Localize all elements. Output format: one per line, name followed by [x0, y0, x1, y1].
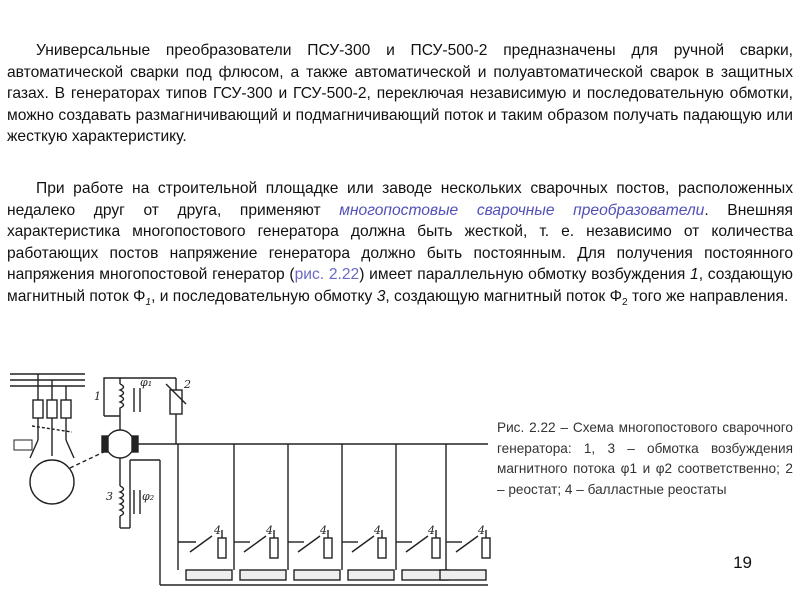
weld-workpiece: [440, 570, 486, 580]
series-winding-3: [120, 486, 124, 516]
winding-3-label: 3: [106, 490, 113, 503]
welding-post: [288, 444, 340, 580]
weld-workpiece: [186, 570, 232, 580]
fuse: [61, 400, 71, 418]
weld-workpiece: [348, 570, 394, 580]
figure-reference-link[interactable]: рис. 2.22: [294, 266, 360, 283]
field-winding-1: [120, 384, 124, 416]
paragraph-2-text-f: , создающую магнитный поток Φ: [385, 287, 623, 305]
flux-subscript-2: 2: [622, 296, 628, 308]
ballast-4-label: 4: [320, 524, 327, 537]
welding-post: [178, 444, 232, 580]
generator-armature: [106, 430, 134, 458]
rheostat-2-label: 2: [184, 378, 191, 391]
paragraph-2: [7, 178, 793, 313]
winding-number-1: 1: [690, 266, 699, 283]
winding-1-label: 1: [94, 390, 101, 403]
paragraph-2-text-g: того же направления.: [627, 287, 789, 305]
ballast-4-label: 4: [214, 524, 221, 537]
weld-workpiece: [294, 570, 340, 580]
ballast-4-label: 4: [374, 524, 381, 537]
ballast-4-label: 4: [266, 524, 273, 537]
ballast-4-label: 4: [428, 524, 435, 537]
paragraph-2-text-a: При работе на строительной площадке или заводе нескольких сварочных постов, расположенных недалеко друг от друга, применяют: [7, 180, 793, 219]
weld-workpiece: [240, 570, 286, 580]
welding-post: [440, 444, 490, 580]
phi2-label: φ₂: [142, 490, 155, 503]
welding-post: [234, 444, 286, 580]
welding-generator-schematic: [0, 360, 495, 600]
fuse: [47, 400, 57, 418]
flux-subscript-1: 1: [145, 296, 152, 308]
paragraph-1: Универсальные преобразователи ПСУ-300 и ПСУ-500-2 предназначены для ручной сварки, автоматической сварки под флюсом, а также автоматической и полуавтоматической сварок в защитных газах. В генераторах типов ГСУ-300 и ГСУ-500-2, переключая независимую и последовательную обмотки, можно создавать размагничивающий и подмагничивающий поток и таким образом получать падающую или жесткую характеристику.: [7, 42, 793, 145]
ballast-4-label: 4: [478, 524, 485, 537]
figure-caption: Рис. 2.22 – Схема многопостового сварочного генератора: 1, 3 – обмотка возбуждения магнитного потока φ1 и φ2 соответственно; 2 – реостат; 4 – балластные реостаты: [497, 420, 793, 497]
paragraph-2-text-c: ) имеет параллельную обмотку возбуждения: [359, 266, 690, 283]
welding-post: [396, 444, 448, 580]
fuse: [33, 400, 43, 418]
paragraph-2-text-d: , создающую магнитный поток Φ: [7, 266, 793, 305]
drive-motor: [30, 460, 74, 504]
paragraph-2-text-e: , и последовательную обмотку: [151, 287, 377, 305]
welding-post: [342, 444, 394, 580]
paragraph-2-text-b: . Внешняя характеристика многопостового генератора должна быть жесткой, т. е. независимо от количества работающих постов напряжение генератора должно быть постоянным. Для получения постоянного напряжения многопостовой генератор (: [7, 201, 793, 283]
phi1-label: φ₁: [140, 376, 153, 389]
winding-number-3: 3: [376, 287, 386, 305]
page-number: 19: [733, 553, 752, 572]
multipost-converters-link[interactable]: многопостовые сварочные преобразователи: [339, 201, 705, 219]
